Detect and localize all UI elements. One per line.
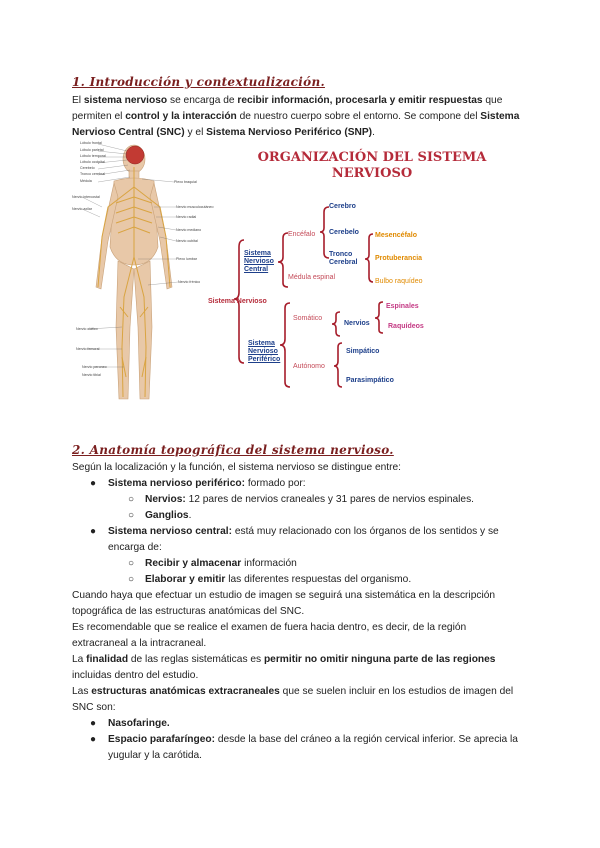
- body-label: Cerebelo: [80, 166, 95, 170]
- node-somatico: Somático: [293, 315, 323, 322]
- list-item-recibir: Recibir y almacenar información: [145, 558, 297, 569]
- body-label: Nervio axilar: [72, 207, 92, 211]
- node-cerebro: Cerebro: [329, 203, 356, 210]
- paragraph-line: SNC son:: [72, 702, 116, 713]
- node-mesencefalo: Mesencéfalo: [375, 232, 418, 239]
- body-label: Plexo lumbar: [176, 257, 197, 261]
- bullet-circle: ○: [128, 494, 135, 505]
- diagram-title-line1: ORGANIZACIÓN DEL SISTEMA: [257, 150, 487, 165]
- paragraph-line: extracraneal a la intracraneal.: [72, 638, 207, 649]
- node-parasimpatico: Parasimpático: [346, 377, 394, 384]
- paragraph-line: Es recomendable que se realice el examen de fuera hacia dentro, es decir, de la región: [72, 622, 467, 633]
- body-label: Lóbulo frontal: [80, 141, 102, 145]
- diagram-title-line2: NERVIOSO: [331, 166, 413, 181]
- bullet-circle: ○: [128, 510, 135, 521]
- node-simpatico: Simpático: [346, 348, 380, 355]
- body-label: Nervio mediano: [176, 228, 202, 232]
- bullet-circle: ○: [128, 558, 135, 569]
- bracket-autonomo: [334, 343, 342, 387]
- section-1-heading: 1. Introducción y contextualización.: [72, 75, 325, 89]
- paragraph-line: topográfica de las estructuras anatómicas del SNC.: [72, 606, 305, 617]
- node-sistema-nervioso: Sistema Nervioso: [208, 298, 267, 305]
- body-label: Nervio intercostal: [72, 195, 100, 199]
- list-item-snc-cont: encarga de:: [108, 542, 162, 553]
- bracket-tronco: [365, 234, 373, 282]
- list-item-elaborar: Elaborar y emitir las diferentes respuestas del organismo.: [145, 574, 412, 585]
- node-autonomo: Autónomo: [293, 363, 325, 370]
- node-snc: Sistema Nervioso Central: [244, 250, 274, 273]
- body-label: Nervio peroneo: [82, 365, 107, 369]
- list-item-espacio-cont: yugular y la carótida.: [108, 750, 203, 761]
- node-bulbo: Bulbo raquídeo: [375, 278, 423, 285]
- body-label: Lóbulo occipital: [80, 160, 105, 164]
- section-2-intro: Según la localización y la función, el sistema nervioso se distingue entre:: [72, 462, 402, 473]
- node-espinales: Espinales: [386, 303, 419, 310]
- body-label: Nervio frénico: [178, 280, 201, 284]
- bracket-encefalo: [320, 207, 329, 258]
- bullet-dot: ●: [90, 718, 97, 729]
- node-snp: Sistema Nervioso Periférico: [248, 340, 281, 363]
- body-label: Lóbulo parietal: [80, 148, 104, 152]
- bullet-dot: ●: [90, 526, 97, 537]
- list-item-espacio: Espacio parafaríngeo: desde la base del cráneo a la región cervical inferior. Se aprecia la: [108, 734, 518, 745]
- node-medula: Médula espinal: [288, 274, 336, 281]
- node-cerebelo: Cerebelo: [329, 229, 359, 236]
- nervous-system-figure: [72, 137, 532, 422]
- list-item-snc: Sistema nervioso central: está muy relacionado con los órganos de los sentidos y se: [108, 526, 499, 537]
- body-label: Nervio radial: [176, 215, 197, 219]
- body-label: Médula: [80, 179, 92, 183]
- bullet-dot: ●: [90, 478, 97, 489]
- node-encefalo: Encéfalo: [288, 231, 316, 238]
- body-label: Nervio musculocutáneo: [176, 205, 214, 209]
- paragraph-line: Cuando haya que efectuar un estudio de imagen se seguirá una sistemática en la descripción: [72, 590, 496, 601]
- bullet-dot: ●: [90, 734, 97, 745]
- paragraph-estructuras: Las estructuras anatómicas extracraneales que se suelen incluir en los estudios de imagen del: [72, 686, 514, 697]
- section-2-heading: 2. Anatomía topográfica del sistema nervioso.: [72, 443, 394, 457]
- paragraph-finalidad: La finalidad de las reglas sistemáticas es permitir no omitir ninguna parte de las regiones: [72, 654, 496, 665]
- body-label: Plexo braquial: [174, 180, 197, 184]
- paragraph-line: incluidas dentro del estudio.: [72, 670, 199, 681]
- list-item-nervios: Nervios: 12 pares de nervios craneales y 31 pares de nervios espinales.: [145, 494, 475, 505]
- node-protuberancia: Protuberancia: [375, 255, 423, 262]
- body-label: Nervio ciático: [76, 327, 98, 331]
- bracket-somatico: [332, 312, 340, 336]
- bracket-nervios: [375, 302, 383, 333]
- body-label: Nervio tibial: [82, 373, 101, 377]
- body-label: Nervio cubital: [176, 239, 198, 243]
- body-label: Lóbulo temporal: [80, 154, 106, 158]
- node-nervios: Nervios: [344, 320, 370, 327]
- list-item-snp: Sistema nervioso periférico: formado por:: [108, 478, 306, 489]
- node-tronco-cerebral: Tronco Cerebral: [329, 251, 358, 266]
- node-raquideos: Raquídeos: [388, 323, 424, 330]
- body-label: Tronco cerebral: [80, 172, 106, 176]
- list-item-ganglios: Ganglios.: [145, 510, 192, 521]
- bullet-circle: ○: [128, 574, 135, 585]
- list-item-nasofaringe: Nasofaringe.: [108, 718, 170, 729]
- intro-paragraph: El sistema nervioso se encarga de recibir información, procesarla y emitir respuestas que permiten el control y la interacción de nuestro cuerpo sobre el entorno. Se compone del Sistema Nervioso Central (SNC) y el Sistema Nervioso Periférico (SNP).: [72, 95, 520, 138]
- body-label: Nervio femoral: [76, 347, 100, 351]
